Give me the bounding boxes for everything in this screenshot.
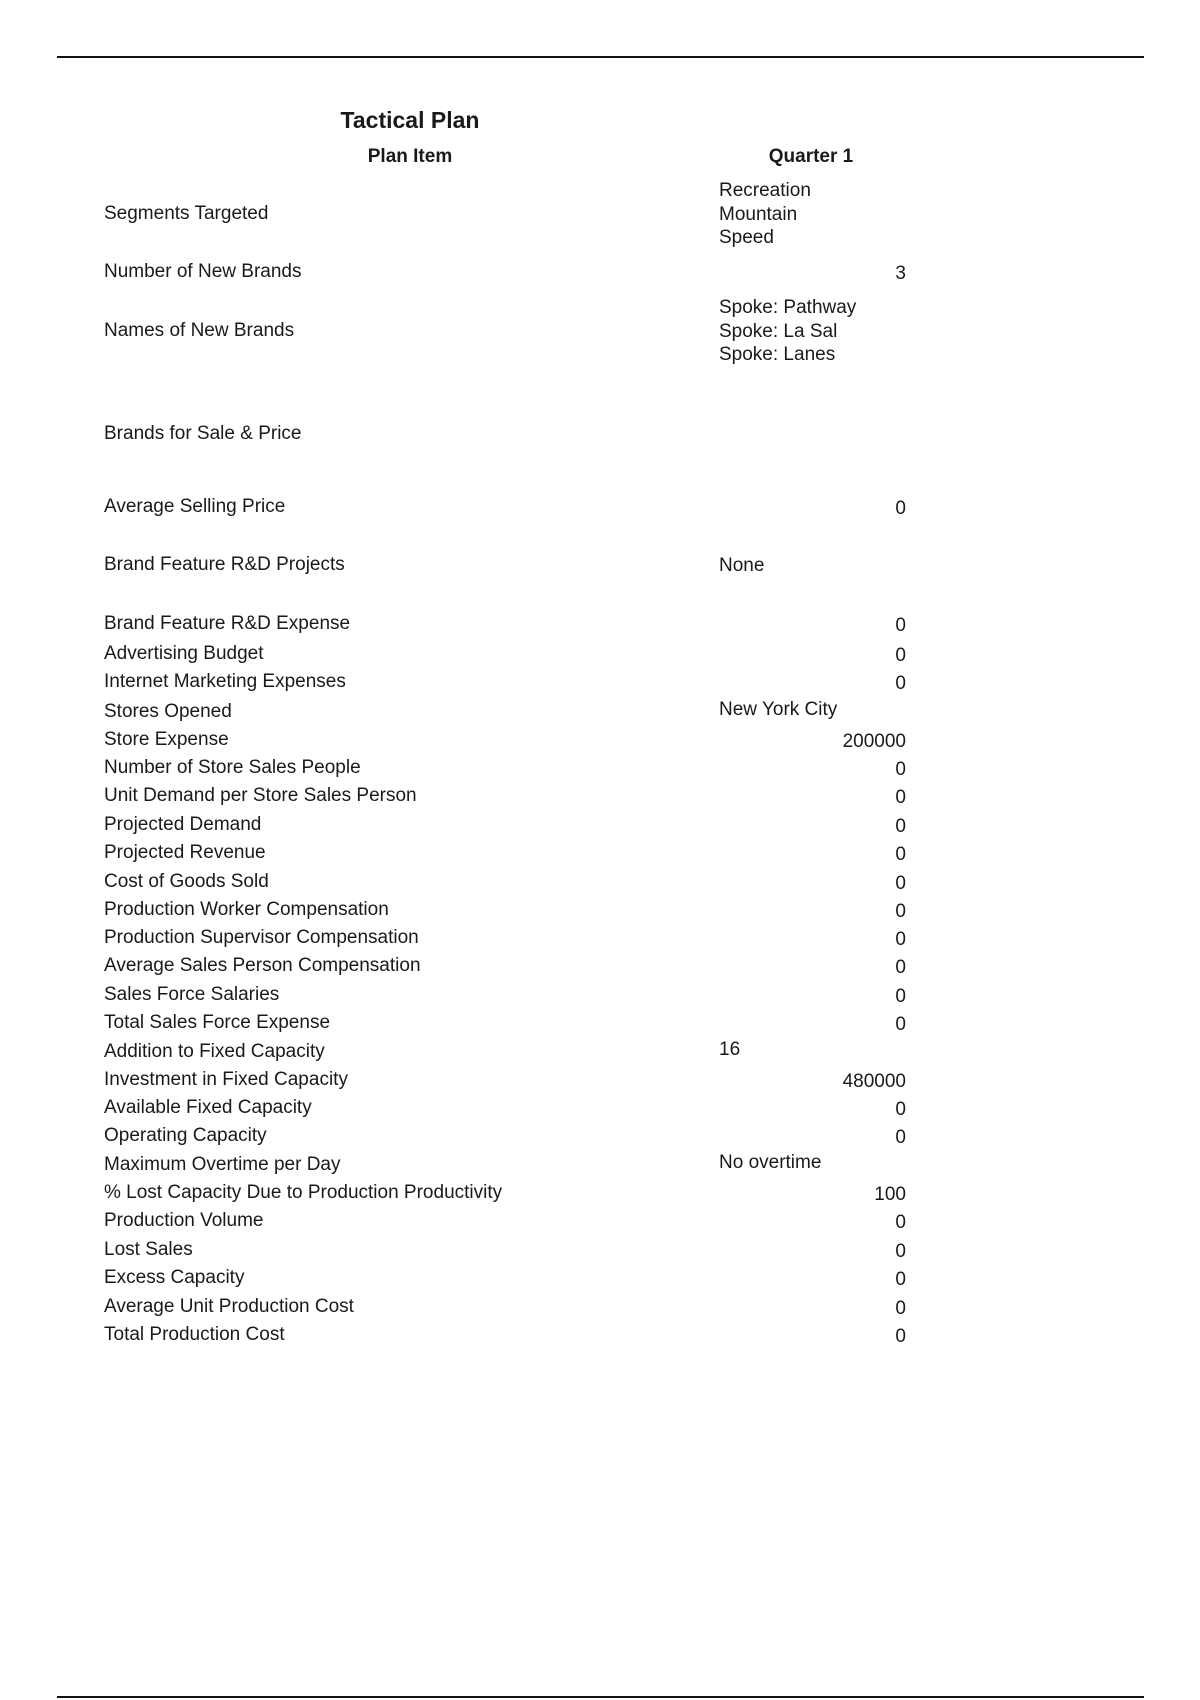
row-label: Projected Demand <box>104 814 262 835</box>
row-label: Average Unit Production Cost <box>104 1296 354 1317</box>
column-header-plan-item: Plan Item <box>367 146 453 167</box>
row-label: Stores Opened <box>104 701 232 722</box>
row-label: Average Sales Person Compensation <box>104 955 421 976</box>
row-value: 0 <box>895 873 906 894</box>
row-label: Production Worker Compensation <box>104 899 389 920</box>
row-value: 0 <box>895 1269 906 1290</box>
row-value: 100 <box>874 1184 906 1205</box>
row-label: Advertising Budget <box>104 643 264 664</box>
row-value: None <box>719 555 765 576</box>
row-label: Average Selling Price <box>104 496 286 517</box>
segment-value: Speed <box>719 227 774 248</box>
row-value: 0 <box>895 1014 906 1035</box>
row-value: 0 <box>895 957 906 978</box>
row-label: Number of Store Sales People <box>104 757 361 778</box>
row-label: Internet Marketing Expenses <box>104 671 346 692</box>
row-value: 0 <box>895 1326 906 1347</box>
row-label: Investment in Fixed Capacity <box>104 1069 348 1090</box>
row-value: 0 <box>895 787 906 808</box>
row-value: 0 <box>895 844 906 865</box>
row-value: 0 <box>895 498 906 519</box>
row-value: 0 <box>895 901 906 922</box>
row-label: Addition to Fixed Capacity <box>104 1041 325 1062</box>
row-value: 0 <box>895 759 906 780</box>
row-label: Production Supervisor Compensation <box>104 927 419 948</box>
row-value: 0 <box>895 1241 906 1262</box>
row-label: Store Expense <box>104 729 229 750</box>
row-value: 0 <box>895 1099 906 1120</box>
row-label: Projected Revenue <box>104 842 266 863</box>
row-label: Brands for Sale & Price <box>104 423 302 444</box>
row-value: 0 <box>895 615 906 636</box>
brand-name-value: Spoke: Pathway <box>719 297 857 318</box>
row-label: Brand Feature R&D Expense <box>104 613 351 634</box>
segment-value: Recreation <box>719 180 811 201</box>
brand-name-value: Spoke: Lanes <box>719 344 836 365</box>
row-value: 16 <box>719 1039 741 1060</box>
row-value: New York City <box>719 699 838 720</box>
segments-targeted-values <box>719 179 811 250</box>
row-value: 0 <box>895 816 906 837</box>
row-value: 480000 <box>842 1071 906 1092</box>
row-label: Unit Demand per Store Sales Person <box>104 785 417 806</box>
row-value: 0 <box>895 1127 906 1148</box>
row-label: Number of New Brands <box>104 261 302 282</box>
segment-value: Mountain <box>719 203 798 225</box>
brand-name-value: Spoke: La Sal <box>719 320 838 342</box>
row-value: No overtime <box>719 1152 822 1173</box>
row-label: Names of New Brands <box>104 320 295 341</box>
row-value: 0 <box>895 1298 906 1319</box>
column-header-quarter-1: Quarter 1 <box>768 146 854 167</box>
row-label: Available Fixed Capacity <box>104 1097 312 1118</box>
row-value: 0 <box>895 1212 906 1233</box>
row-value: 3 <box>895 263 906 284</box>
top-rule <box>57 56 1144 58</box>
row-value: 200000 <box>842 731 906 752</box>
row-label: % Lost Capacity Due to Production Productivity <box>104 1182 503 1203</box>
row-value: 0 <box>895 986 906 1007</box>
page-title: Tactical Plan <box>340 107 480 133</box>
row-value: 0 <box>895 929 906 950</box>
row-label: Maximum Overtime per Day <box>104 1154 341 1175</box>
row-value: 0 <box>895 645 906 666</box>
brand-names-values <box>719 296 856 367</box>
row-label: Production Volume <box>104 1210 264 1231</box>
row-value: 0 <box>895 673 906 694</box>
row-label: Total Sales Force Expense <box>104 1012 331 1033</box>
row-label: Cost of Goods Sold <box>104 871 269 892</box>
row-label: Lost Sales <box>104 1239 193 1260</box>
row-label: Brand Feature R&D Projects <box>104 554 345 575</box>
row-label: Segments Targeted <box>104 203 269 224</box>
bottom-rule <box>57 1696 1144 1698</box>
row-label: Sales Force Salaries <box>104 984 280 1005</box>
row-label: Excess Capacity <box>104 1267 245 1288</box>
row-label: Total Production Cost <box>104 1324 285 1345</box>
row-label: Operating Capacity <box>104 1125 267 1146</box>
